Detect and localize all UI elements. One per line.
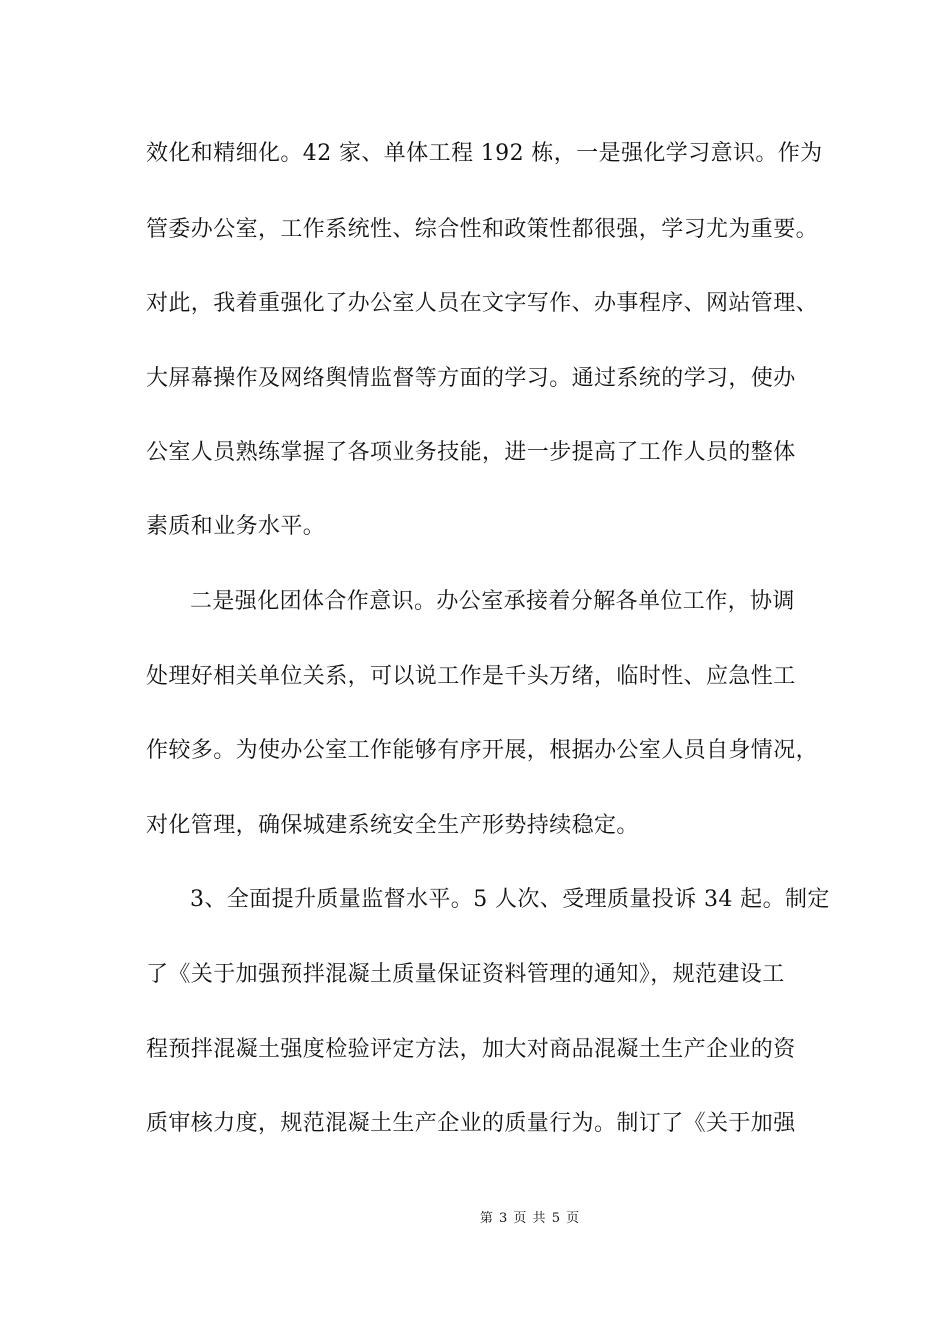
paragraph-line: 作较多。为使办公室工作能够有序开展，根据办公室人员自身情况，	[146, 738, 819, 763]
paragraph-line: 素质和业务水平。	[146, 514, 326, 539]
paragraph-line: 3、全面提升质量监督水平。5 人次、受理质量投诉 34 起。制定	[190, 887, 830, 912]
paragraph-line: 了《关于加强预拌混凝土质量保证资料管理的通知》，规范建设工	[146, 962, 785, 987]
paragraph-line: 管委办公室，工作系统性、综合性和政策性都很强，学习尤为重要。	[146, 217, 819, 242]
paragraph-line: 质审核力度，规范混凝土生产企业的质量行为。制订了《关于加强	[146, 1111, 796, 1136]
paragraph-line: 大屏幕操作及网络舆情监督等方面的学习。通过系统的学习，使办	[146, 366, 796, 391]
paragraph-line: 对化管理，确保城建系统安全生产形势持续稳定。	[146, 813, 639, 838]
paragraph-line: 程预拌混凝土强度检验评定方法，加大对商品混凝土生产企业的资	[146, 1037, 796, 1062]
paragraph-line: 处理好相关单位关系，可以说工作是千头万绪，临时性、应急性工	[146, 664, 796, 689]
paragraph-line: 公室人员熟练掌握了各项业务技能，进一步提高了工作人员的整体	[146, 440, 796, 465]
paragraph-line: 对此，我着重强化了办公室人员在文字写作、办事程序、网站管理、	[146, 291, 819, 316]
paragraph-line: 二是强化团体合作意识。办公室承接着分解各单位工作，协调	[190, 589, 795, 614]
paragraph-line: 效化和精细化。42 家、单体工程 192 栋，一是强化学习意识。作为	[146, 141, 823, 166]
page-number-footer: 第 3 页 共 5 页	[479, 1211, 581, 1226]
